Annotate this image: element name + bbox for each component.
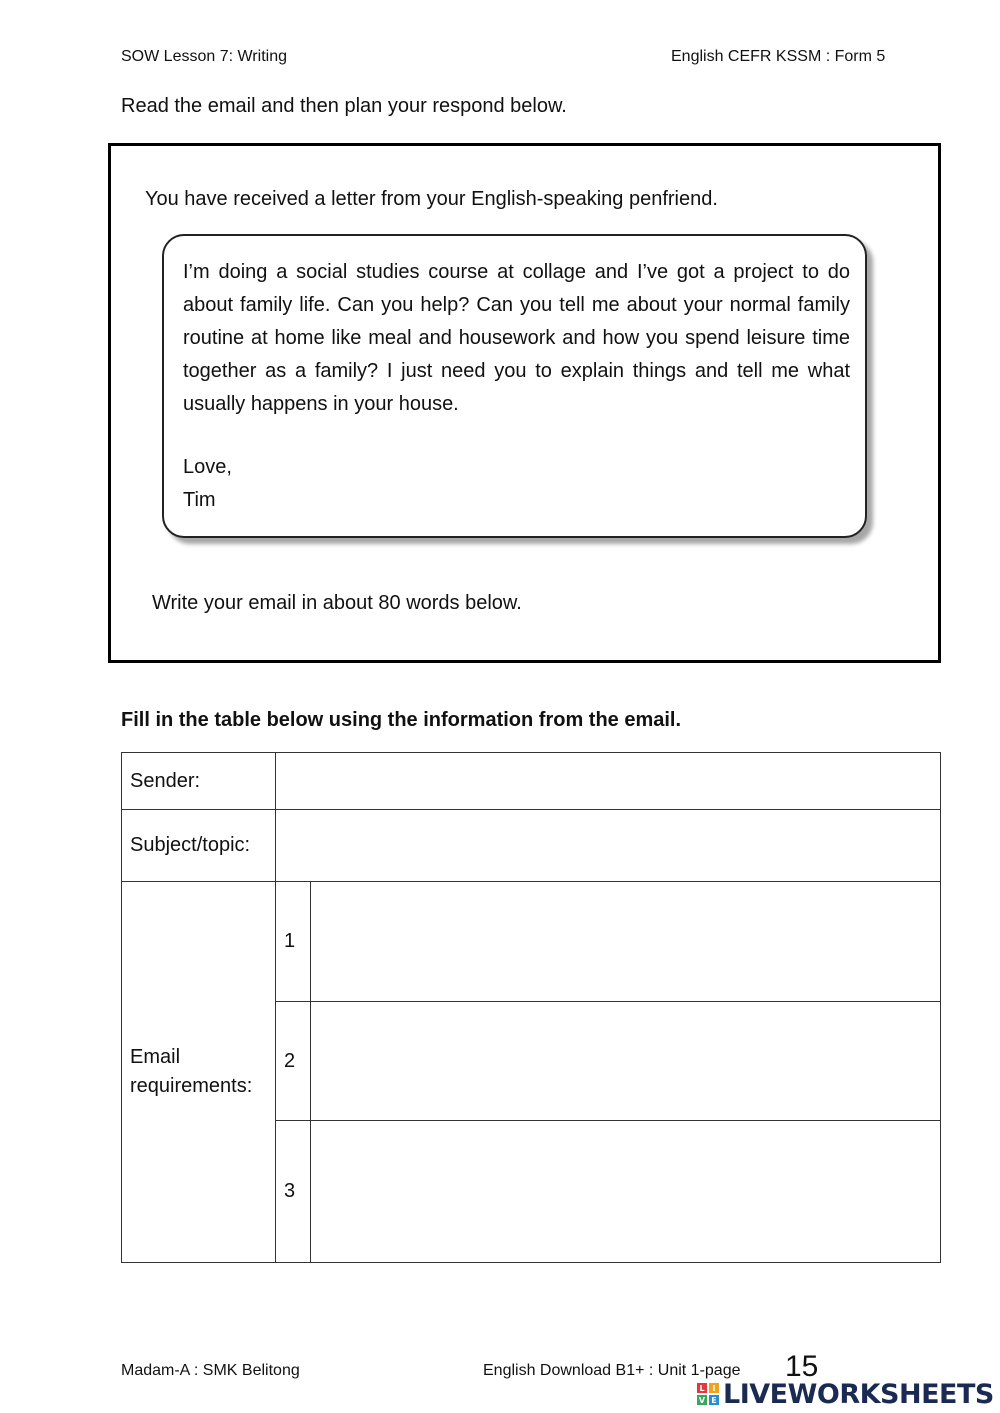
live-badge-icon — [697, 1383, 719, 1405]
subject-label: Subject/topic: — [122, 810, 276, 882]
letter-signature: Tim — [183, 489, 216, 511]
page-number: 15 — [785, 1350, 819, 1383]
requirement-row-1 — [122, 882, 941, 1002]
badge-letter: I — [709, 1383, 719, 1393]
footer-right: English Download B1+ : Unit 1-page — [483, 1362, 741, 1379]
badge-letter: V — [698, 1395, 706, 1405]
requirement-number-1: 1 — [276, 882, 311, 1002]
requirement-number-2: 2 — [276, 1002, 311, 1121]
requirement-answer-3[interactable] — [311, 1121, 941, 1263]
planning-table — [121, 752, 941, 1263]
sender-label: Sender: — [122, 753, 276, 810]
subject-answer-cell[interactable] — [276, 810, 941, 882]
requirements-label: Email requirements: — [122, 882, 276, 1263]
requirement-answer-2[interactable] — [311, 1002, 941, 1121]
liveworksheets-wordmark: LIVEWORKSHEETS — [723, 1378, 994, 1410]
writing-prompt: Write your email in about 80 words below. — [152, 592, 522, 614]
footer-left: Madam-A : SMK Belitong — [121, 1362, 300, 1379]
requirement-answer-1[interactable] — [311, 882, 941, 1002]
task-intro: You have received a letter from your English-speaking penfriend. — [145, 188, 718, 210]
requirement-number-3: 3 — [276, 1121, 311, 1263]
table-instruction: Fill in the table below using the information from the email. — [121, 709, 682, 731]
page-instruction: Read the email and then plan your respond below. — [121, 95, 567, 117]
subject-row — [122, 810, 941, 882]
letter-closing: Love, — [183, 456, 232, 478]
sender-row — [122, 753, 941, 810]
badge-letter: L — [697, 1383, 707, 1393]
badge-letter: E — [709, 1395, 719, 1405]
letter-body: I’m doing a social studies course at collage and I’ve got a project to do about family life. Can you help? Can you tell me about your normal family routine at home like meal and housework and how you spend leisure time together as a family? I just need you to explain things and tell me what usually happens in your house. — [183, 261, 850, 415]
header-left: SOW Lesson 7: Writing — [121, 48, 287, 65]
header-right: English CEFR KSSM : Form 5 — [671, 48, 886, 65]
penfriend-letter — [162, 234, 867, 538]
liveworksheets-logo[interactable] — [697, 1378, 994, 1410]
sender-answer-cell[interactable] — [276, 753, 941, 810]
